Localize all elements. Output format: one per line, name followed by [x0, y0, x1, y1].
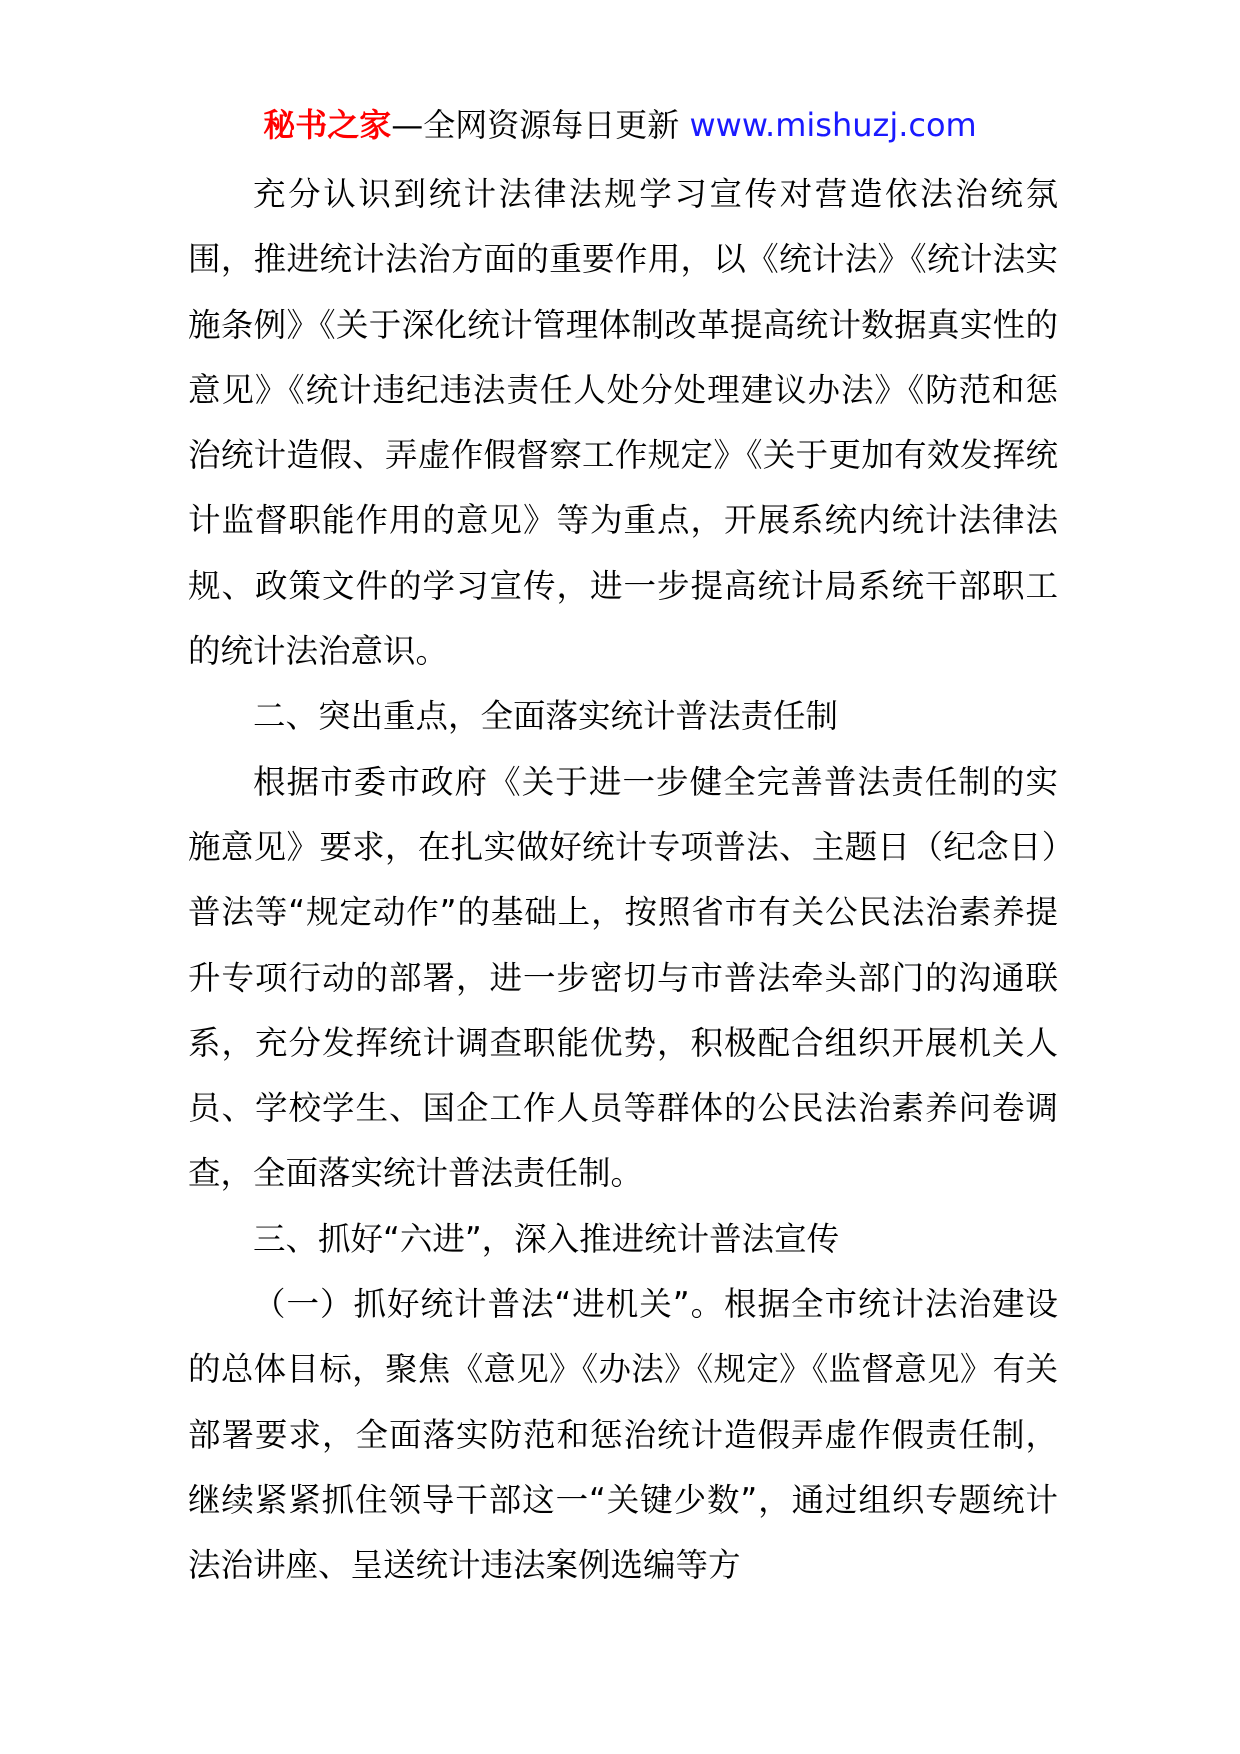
section-heading-3: 三、抓好“六进”，深入推进统计普法宣传 [253, 1219, 840, 1258]
paragraph-intro: 充分认识到统计法律法规学习宣传对营造依法治统氛围，推进统计法治方面的重要作用，以《统计法》《统计法实施条例》《关于深化统计管理体制改革提高统计数据真实性的意见》《统计违纪违法责任人处分处理建议办法》《防范和惩治统计造假、弄虚作假督察工作规定》《关于更加有效发挥统计监督职能作用的意见》等为重点，开展系统内统计法律法规、政策文件的学习宣传，进一步提高统计局系统干部职工的统计法治意识。 [188, 175, 1058, 671]
paragraph-section-3-1: （一）抓好统计普法“进机关”。根据全市统计法治建设的总体目标，聚焦《意见》《办法》《规定》《监督意见》有关部署要求，全面落实防范和惩治统计造假弄虚作假责任制，继续紧紧抓住领导干部这一“关键少数”，通过组织专题统计法治讲座、呈送统计违法案例选编等方 [188, 1285, 1058, 1585]
header-url-link[interactable]: www.mishuzj.com [689, 106, 977, 144]
page-header [0, 103, 1240, 147]
paragraph-section-2: 根据市委市政府《关于进一步健全完善普法责任制的实施意见》要求，在扎实做好统计专项普法、主题日（纪念日）普法等“规定动作”的基础上，按照省市有关公民法治素养提升专项行动的部署，进一步密切与市普法牵头部门的沟通联系，充分发挥统计调查职能优势，积极配合组织开展机关人员、学校学生、国企工作人员等群体的公民法治素养问卷调查，全面落实统计普法责任制。 [188, 762, 1058, 1193]
header-brand: 秘书之家 [263, 106, 392, 144]
section-heading-2: 二、突出重点，全面落实统计普法责任制 [253, 697, 839, 736]
document-body [188, 162, 1058, 1599]
header-tagline: —全网资源每日更新 [391, 106, 690, 144]
